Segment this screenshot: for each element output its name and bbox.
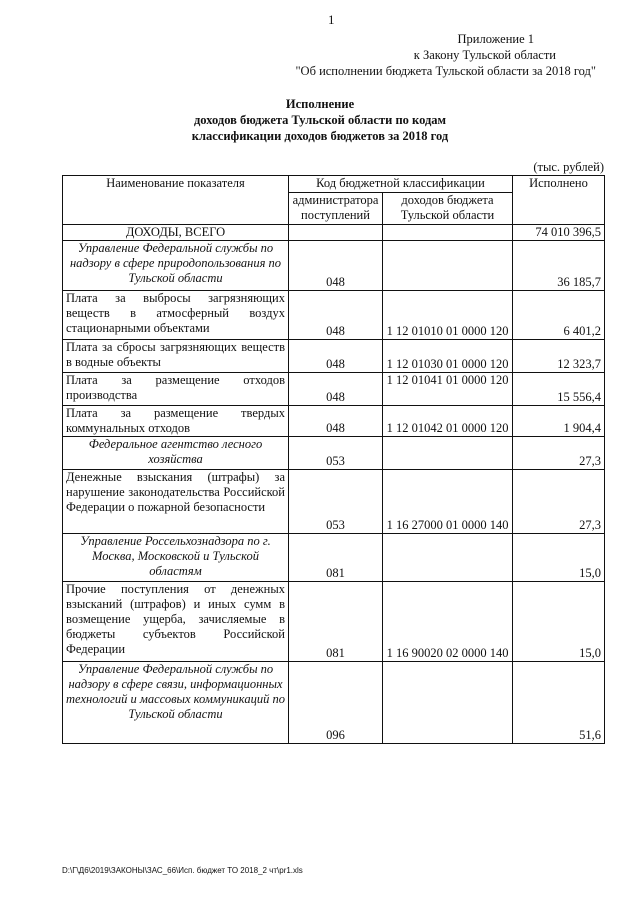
total-value: 74 010 396,5	[513, 225, 605, 241]
title-line-3: классификации доходов бюджетов за 2018 год	[191, 129, 449, 143]
row-value: 27,3	[513, 470, 605, 534]
appendix-line-2: к Закону Тульской области	[413, 48, 556, 62]
total-code	[383, 225, 513, 241]
table-row	[63, 470, 605, 534]
row-code: 1 12 01030 01 0000 120	[383, 340, 513, 373]
row-name: Управление Федеральной службы по надзору в сфере связи, информационных технологий и массовых коммуникаций по Тульской области	[63, 662, 289, 744]
header-code-group: Код бюджетной классификации	[289, 176, 513, 193]
appendix-line-1: Приложение 1	[457, 32, 534, 46]
title-line-1: Исполнение	[285, 97, 355, 111]
page-number: 1	[328, 12, 335, 27]
header-executed: Исполнено	[513, 176, 605, 225]
total-name: ДОХОДЫ, ВСЕГО	[63, 225, 289, 241]
row-name: Плата за сбросы загрязняющих веществ в водные объекты	[63, 340, 289, 373]
appendix-header	[256, 31, 596, 79]
header-income: доходов бюджета Тульской области	[383, 193, 513, 225]
row-code: 1 12 01042 01 0000 120	[383, 406, 513, 437]
row-admin: 081	[289, 582, 383, 662]
row-value: 36 185,7	[513, 241, 605, 291]
table-row	[63, 241, 605, 291]
row-value: 6 401,2	[513, 291, 605, 340]
row-code: 1 12 01010 01 0000 120	[383, 291, 513, 340]
table-row	[63, 662, 605, 744]
row-value: 12 323,7	[513, 340, 605, 373]
table-row	[63, 406, 605, 437]
row-name: Плата за размещение твердых коммунальных отходов	[63, 406, 289, 437]
row-name: Федеральное агентство лесного хозяйства	[63, 437, 289, 470]
row-admin: 048	[289, 291, 383, 340]
row-admin: 048	[289, 373, 383, 406]
row-code	[383, 437, 513, 470]
table-row	[63, 437, 605, 470]
row-admin: 053	[289, 470, 383, 534]
row-code: 1 16 27000 01 0000 140	[383, 470, 513, 534]
row-code	[383, 241, 513, 291]
row-name: Плата за выбросы загрязняющих веществ в атмосферный воздух стационарными объектами	[63, 291, 289, 340]
row-code	[383, 534, 513, 582]
row-admin: 048	[289, 241, 383, 291]
row-admin: 048	[289, 406, 383, 437]
revenue-table	[62, 175, 605, 744]
table-row	[63, 582, 605, 662]
header-name: Наименование показателя	[63, 176, 289, 225]
table-row-total	[63, 225, 605, 241]
table-row	[63, 534, 605, 582]
row-name: Прочие поступления от денежных взысканий (штрафов) и иных сумм в возмещение ущерба, зачисляемые в бюджеты субъектов Российской Федерации	[63, 582, 289, 662]
row-value: 15,0	[513, 582, 605, 662]
total-admin	[289, 225, 383, 241]
row-code: 1 16 90020 02 0000 140	[383, 582, 513, 662]
file-path-footer: D:\Г\Д6\2019\ЗАКОНЫ\ЗАС_66\Исп. бюджет ТО 2018_2 чт\pr1.xls	[62, 866, 303, 875]
row-name: Управление Федеральной службы по надзору в сфере природопользования по Тульской области	[63, 241, 289, 291]
row-code	[383, 662, 513, 744]
row-value: 51,6	[513, 662, 605, 744]
table-row	[63, 340, 605, 373]
title-line-2: доходов бюджета Тульской области по кодам	[193, 113, 447, 127]
table-row	[63, 291, 605, 340]
row-value: 1 904,4	[513, 406, 605, 437]
header-admin: администратора поступлений	[289, 193, 383, 225]
row-admin: 048	[289, 340, 383, 373]
row-code: 1 12 01041 01 0000 120	[383, 373, 513, 406]
row-name: Управление Россельхознадзора по г. Москва, Московской и Тульской областям	[63, 534, 289, 582]
table-row	[63, 373, 605, 406]
appendix-line-3: "Об исполнении бюджета Тульской области за 2018 год"	[295, 64, 596, 78]
row-admin: 096	[289, 662, 383, 744]
row-name: Денежные взыскания (штрафы) за нарушение законодательства Российской Федерации о пожарной безопасности	[63, 470, 289, 534]
document-title	[0, 96, 640, 144]
row-admin: 053	[289, 437, 383, 470]
row-value: 15,0	[513, 534, 605, 582]
row-admin: 081	[289, 534, 383, 582]
row-name: Плата за размещение отходов производства	[63, 373, 289, 406]
row-value: 27,3	[513, 437, 605, 470]
row-value: 15 556,4	[513, 373, 605, 406]
unit-label: (тыс. рублей)	[533, 160, 604, 174]
